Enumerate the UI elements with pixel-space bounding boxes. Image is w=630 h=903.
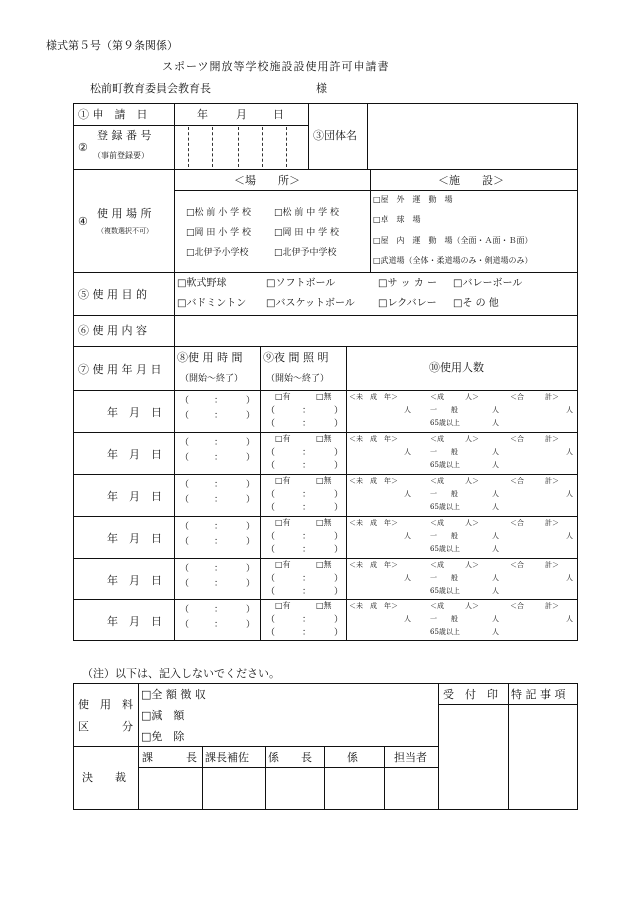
light-end-open: （ (266, 461, 276, 471)
minor-count-unit[interactable]: 人 (404, 615, 411, 623)
purpose-option[interactable]: □バドミントン (177, 298, 247, 309)
purpose-label: ⑤ 使 用 目 的 (78, 288, 147, 301)
senior-count-unit[interactable]: 人 (492, 419, 499, 427)
divider (73, 315, 578, 316)
time-start-open: （ (180, 522, 190, 532)
use-date[interactable]: 年 月 日 (107, 406, 162, 419)
fee-label-2: 区 分 (78, 720, 133, 733)
adult-header: ＜成 人＞ (430, 519, 479, 527)
time-end-colon[interactable]: ： (214, 495, 224, 505)
light-end-colon[interactable]: ： (302, 628, 312, 638)
use-date[interactable]: 年 月 日 (107, 532, 162, 545)
light-start-colon[interactable]: ： (302, 406, 312, 416)
place-header: ＜場 所＞ (234, 174, 300, 187)
school-option[interactable]: □岡 田 小 学 校 (186, 228, 251, 238)
time-end-close: ） (246, 620, 256, 630)
light-start-close: ） (334, 615, 344, 625)
light-start-colon[interactable]: ： (302, 615, 312, 625)
total-header: ＜合 計＞ (510, 393, 559, 401)
senior-count-unit[interactable]: 人 (492, 628, 499, 636)
time-end-close: ） (246, 537, 256, 547)
time-end-colon[interactable]: ： (214, 411, 224, 421)
time-start-open: （ (180, 438, 190, 448)
form-number: 様式第５号（第９条関係） (46, 39, 178, 52)
senior-label: 65歳以上 (430, 587, 460, 595)
facility-option[interactable]: □屋 外 運 動 場 (373, 195, 453, 204)
purpose-option[interactable]: □そ の 他 (453, 298, 499, 309)
purpose-option[interactable]: □ソフトボール (266, 278, 336, 289)
total-header: ＜合 計＞ (510, 435, 559, 443)
time-end-colon[interactable]: ： (214, 579, 224, 589)
light-end-close: ） (334, 545, 344, 555)
time-start-close: ） (246, 564, 256, 574)
time-start-colon[interactable]: ： (214, 396, 224, 406)
light-no-checkbox[interactable]: □無 (316, 560, 332, 569)
time-end-close: ） (246, 579, 256, 589)
senior-count-unit[interactable]: 人 (492, 545, 499, 553)
light-start-close: ） (334, 406, 344, 416)
senior-count-unit[interactable]: 人 (492, 461, 499, 469)
general-label: 一 般 (430, 490, 458, 498)
divider (73, 346, 578, 347)
divider (370, 169, 371, 272)
general-label: 一 般 (430, 532, 458, 540)
divider (508, 683, 509, 810)
light-no-checkbox[interactable]: □無 (316, 392, 332, 401)
light-start-close: ） (334, 532, 344, 542)
senior-label: 65歳以上 (430, 503, 460, 511)
light-end-open: （ (266, 503, 276, 513)
divider (174, 190, 578, 191)
night-light-sub: （開始～終了） (266, 374, 330, 384)
light-start-close: ） (334, 574, 344, 584)
general-count-unit[interactable]: 人 (492, 490, 499, 498)
reg-number-sub: （事前登録要） (93, 151, 149, 160)
night-light-label: ⑨夜 間 照 明 (263, 351, 329, 364)
divider (346, 346, 347, 641)
time-end-open: （ (180, 620, 190, 630)
senior-label: 65歳以上 (430, 628, 460, 636)
divider (73, 272, 578, 273)
light-end-open: （ (266, 628, 276, 638)
use-date-label: ⑦ 使 用 年 月 日 (78, 363, 162, 376)
divider (265, 746, 266, 810)
light-yes-checkbox[interactable]: □有 (275, 518, 291, 527)
light-end-colon[interactable]: ： (302, 545, 312, 555)
total-count-unit[interactable]: 人 (566, 574, 573, 582)
received-stamp-label: 受 付 印 (443, 688, 498, 701)
light-start-colon[interactable]: ： (302, 448, 312, 458)
light-start-open: （ (266, 490, 276, 500)
time-start-open: （ (180, 605, 190, 615)
light-start-open: （ (266, 574, 276, 584)
use-time-sub: （開始～終了） (180, 374, 244, 384)
total-header: ＜合 計＞ (510, 519, 559, 527)
total-header: ＜合 計＞ (510, 602, 559, 610)
total-count-unit[interactable]: 人 (566, 448, 573, 456)
purpose-option[interactable]: □軟式野球 (177, 278, 227, 289)
light-end-colon[interactable]: ： (302, 587, 312, 597)
apply-day: 日 (273, 108, 284, 121)
general-label: 一 般 (430, 448, 458, 456)
senior-label: 65歳以上 (430, 419, 460, 427)
honorific: 様 (316, 82, 327, 95)
general-count-unit[interactable]: 人 (492, 406, 499, 414)
general-count-unit[interactable]: 人 (492, 615, 499, 623)
time-start-open: （ (180, 564, 190, 574)
minor-header: ＜未 成 年＞ (349, 435, 398, 443)
use-date[interactable]: 年 月 日 (107, 448, 162, 461)
minor-count-unit[interactable]: 人 (404, 448, 411, 456)
apply-month: 月 (236, 108, 247, 121)
remarks-label: 特 記 事 項 (511, 688, 566, 701)
light-start-open: （ (266, 615, 276, 625)
use-date[interactable]: 年 月 日 (107, 574, 162, 587)
light-end-colon[interactable]: ： (302, 503, 312, 513)
light-yes-checkbox[interactable]: □有 (275, 434, 291, 443)
time-end-colon[interactable]: ： (214, 620, 224, 630)
total-header: ＜合 計＞ (510, 477, 559, 485)
divider (73, 390, 578, 391)
time-start-colon[interactable]: ： (214, 564, 224, 574)
school-option[interactable]: □北伊予小学校 (186, 248, 249, 258)
time-start-open: （ (180, 396, 190, 406)
light-start-close: ） (334, 448, 344, 458)
time-start-colon[interactable]: ： (214, 522, 224, 532)
time-start-colon[interactable]: ： (214, 605, 224, 615)
light-no-checkbox[interactable]: □無 (316, 518, 332, 527)
approval-role: 課 長 (142, 751, 197, 764)
divider (262, 127, 263, 167)
divider (138, 767, 438, 768)
divider (308, 103, 309, 169)
minor-count-unit[interactable]: 人 (404, 574, 411, 582)
senior-count-unit[interactable]: 人 (492, 503, 499, 511)
general-count-unit[interactable]: 人 (492, 532, 499, 540)
time-start-close: ） (246, 438, 256, 448)
minor-count-unit[interactable]: 人 (404, 532, 411, 540)
minor-header: ＜未 成 年＞ (349, 477, 398, 485)
time-end-open: （ (180, 495, 190, 505)
divider (324, 746, 325, 810)
light-start-close: ） (334, 490, 344, 500)
approval-role: 担当者 (394, 751, 427, 764)
divider (367, 103, 368, 169)
time-end-close: ） (246, 495, 256, 505)
divider (438, 704, 578, 705)
light-no-checkbox[interactable]: □無 (316, 434, 332, 443)
total-count-unit[interactable]: 人 (566, 406, 573, 414)
fee-option[interactable]: □全 額 徴 収 (141, 688, 206, 701)
minor-header: ＜未 成 年＞ (349, 602, 398, 610)
approval-role: 係 (347, 751, 358, 764)
apply-date-label: ① 申 請 日 (78, 108, 148, 121)
light-start-colon[interactable]: ： (302, 574, 312, 584)
approval-role: 課長補佐 (205, 751, 249, 764)
divider (73, 474, 578, 475)
divider (174, 103, 175, 641)
light-no-checkbox[interactable]: □無 (316, 601, 332, 610)
light-yes-checkbox[interactable]: □有 (275, 476, 291, 485)
light-end-close: ） (334, 628, 344, 638)
senior-count-unit[interactable]: 人 (492, 587, 499, 595)
time-start-open: （ (180, 480, 190, 490)
divider (73, 558, 578, 559)
light-end-open: （ (266, 545, 276, 555)
fee-label-1: 使 用 料 (78, 698, 133, 711)
facility-option[interactable]: □屋 内 運 動 場（全面・Ａ面・Ｂ面） (373, 236, 533, 245)
reg-number-label: 登 録 番 号 (97, 129, 152, 142)
light-start-open: （ (266, 406, 276, 416)
minor-count-unit[interactable]: 人 (404, 490, 411, 498)
content-label: ⑥ 使 用 内 容 (78, 324, 147, 337)
use-date[interactable]: 年 月 日 (107, 490, 162, 503)
place-sub: （複数選択不可） (97, 227, 153, 235)
divider (384, 746, 385, 810)
time-start-close: ） (246, 522, 256, 532)
light-end-close: ） (334, 503, 344, 513)
approval-label: 決 裁 (82, 771, 126, 784)
approval-role: 係 長 (268, 751, 312, 764)
general-label: 一 般 (430, 574, 458, 582)
divider (73, 516, 578, 517)
time-start-close: ） (246, 396, 256, 406)
divider (260, 346, 261, 641)
light-end-colon[interactable]: ： (302, 419, 312, 429)
light-end-open: （ (266, 419, 276, 429)
divider (238, 127, 239, 167)
facility-option[interactable]: □卓 球 場 (373, 215, 421, 224)
time-start-colon[interactable]: ： (214, 438, 224, 448)
team-name-label: ③団体名 (313, 129, 357, 142)
fee-option[interactable]: □免 除 (141, 730, 185, 743)
time-end-close: ） (246, 453, 256, 463)
light-start-colon[interactable]: ： (302, 490, 312, 500)
office-note: （注）以下は、記入しないでください。 (82, 667, 280, 680)
divider (73, 432, 578, 433)
adult-header: ＜成 人＞ (430, 393, 479, 401)
divider (73, 169, 578, 170)
school-option[interactable]: □北伊予中学校 (274, 248, 337, 258)
minor-header: ＜未 成 年＞ (349, 561, 398, 569)
senior-label: 65歳以上 (430, 461, 460, 469)
time-start-close: ） (246, 605, 256, 615)
time-end-colon[interactable]: ： (214, 537, 224, 547)
general-label: 一 般 (430, 615, 458, 623)
divider (73, 125, 308, 126)
time-end-open: （ (180, 453, 190, 463)
purpose-option[interactable]: □サ ッ カ ー (378, 278, 437, 289)
light-start-open: （ (266, 448, 276, 458)
purpose-option[interactable]: □バスケットボール (266, 298, 355, 309)
time-start-colon[interactable]: ： (214, 480, 224, 490)
general-count-unit[interactable]: 人 (492, 448, 499, 456)
light-end-open: （ (266, 587, 276, 597)
divider (73, 599, 578, 600)
form-title: スポーツ開放等学校施設設使用許可申請書 (162, 60, 390, 73)
adult-header: ＜成 人＞ (430, 602, 479, 610)
divider (438, 683, 439, 810)
light-yes-checkbox[interactable]: □有 (275, 601, 291, 610)
light-end-colon[interactable]: ： (302, 461, 312, 471)
divider (286, 127, 287, 167)
purpose-option[interactable]: □レクバレー (378, 298, 437, 309)
apply-year: 年 (197, 108, 208, 121)
light-start-open: （ (266, 532, 276, 542)
light-end-close: ） (334, 419, 344, 429)
use-date[interactable]: 年 月 日 (107, 615, 162, 628)
purpose-option[interactable]: □バレーボール (453, 278, 523, 289)
time-end-open: （ (180, 537, 190, 547)
time-start-close: ） (246, 480, 256, 490)
school-option[interactable]: □岡 田 中 学 校 (274, 228, 339, 238)
light-no-checkbox[interactable]: □無 (316, 476, 332, 485)
light-yes-checkbox[interactable]: □有 (275, 392, 291, 401)
people-count-label: ⑩使用人数 (429, 361, 484, 374)
light-end-close: ） (334, 587, 344, 597)
general-count-unit[interactable]: 人 (492, 574, 499, 582)
time-end-close: ） (246, 411, 256, 421)
school-option[interactable]: □松 前 小 学 校 (186, 208, 251, 218)
time-end-open: （ (180, 579, 190, 589)
light-end-close: ） (334, 461, 344, 471)
time-end-open: （ (180, 411, 190, 421)
reg-number-circle: ② (78, 141, 88, 154)
senior-label: 65歳以上 (430, 545, 460, 553)
adult-header: ＜成 人＞ (430, 561, 479, 569)
divider (188, 127, 189, 167)
total-header: ＜合 計＞ (510, 561, 559, 569)
light-start-colon[interactable]: ： (302, 532, 312, 542)
school-option[interactable]: □松 前 中 学 校 (274, 208, 339, 218)
total-count-unit[interactable]: 人 (566, 532, 573, 540)
total-count-unit[interactable]: 人 (566, 490, 573, 498)
addressee: 松前町教育委員会教育長 (90, 82, 211, 95)
adult-header: ＜成 人＞ (430, 477, 479, 485)
minor-header: ＜未 成 年＞ (349, 519, 398, 527)
use-time-label: ⑧使 用 時 間 (177, 351, 243, 364)
minor-count-unit[interactable]: 人 (404, 406, 411, 414)
place-label: 使 用 場 所 (97, 207, 152, 220)
time-end-colon[interactable]: ： (214, 453, 224, 463)
light-yes-checkbox[interactable]: □有 (275, 560, 291, 569)
general-label: 一 般 (430, 406, 458, 414)
place-num: ④ (78, 215, 88, 228)
minor-header: ＜未 成 年＞ (349, 393, 398, 401)
adult-header: ＜成 人＞ (430, 435, 479, 443)
facility-option[interactable]: □武道場（全体・柔道場のみ・剣道場のみ） (373, 256, 533, 265)
facility-header: ＜施 設＞ (438, 174, 504, 187)
divider (202, 746, 203, 810)
divider (212, 127, 213, 167)
fee-option[interactable]: □減 額 (141, 709, 185, 722)
total-count-unit[interactable]: 人 (566, 615, 573, 623)
